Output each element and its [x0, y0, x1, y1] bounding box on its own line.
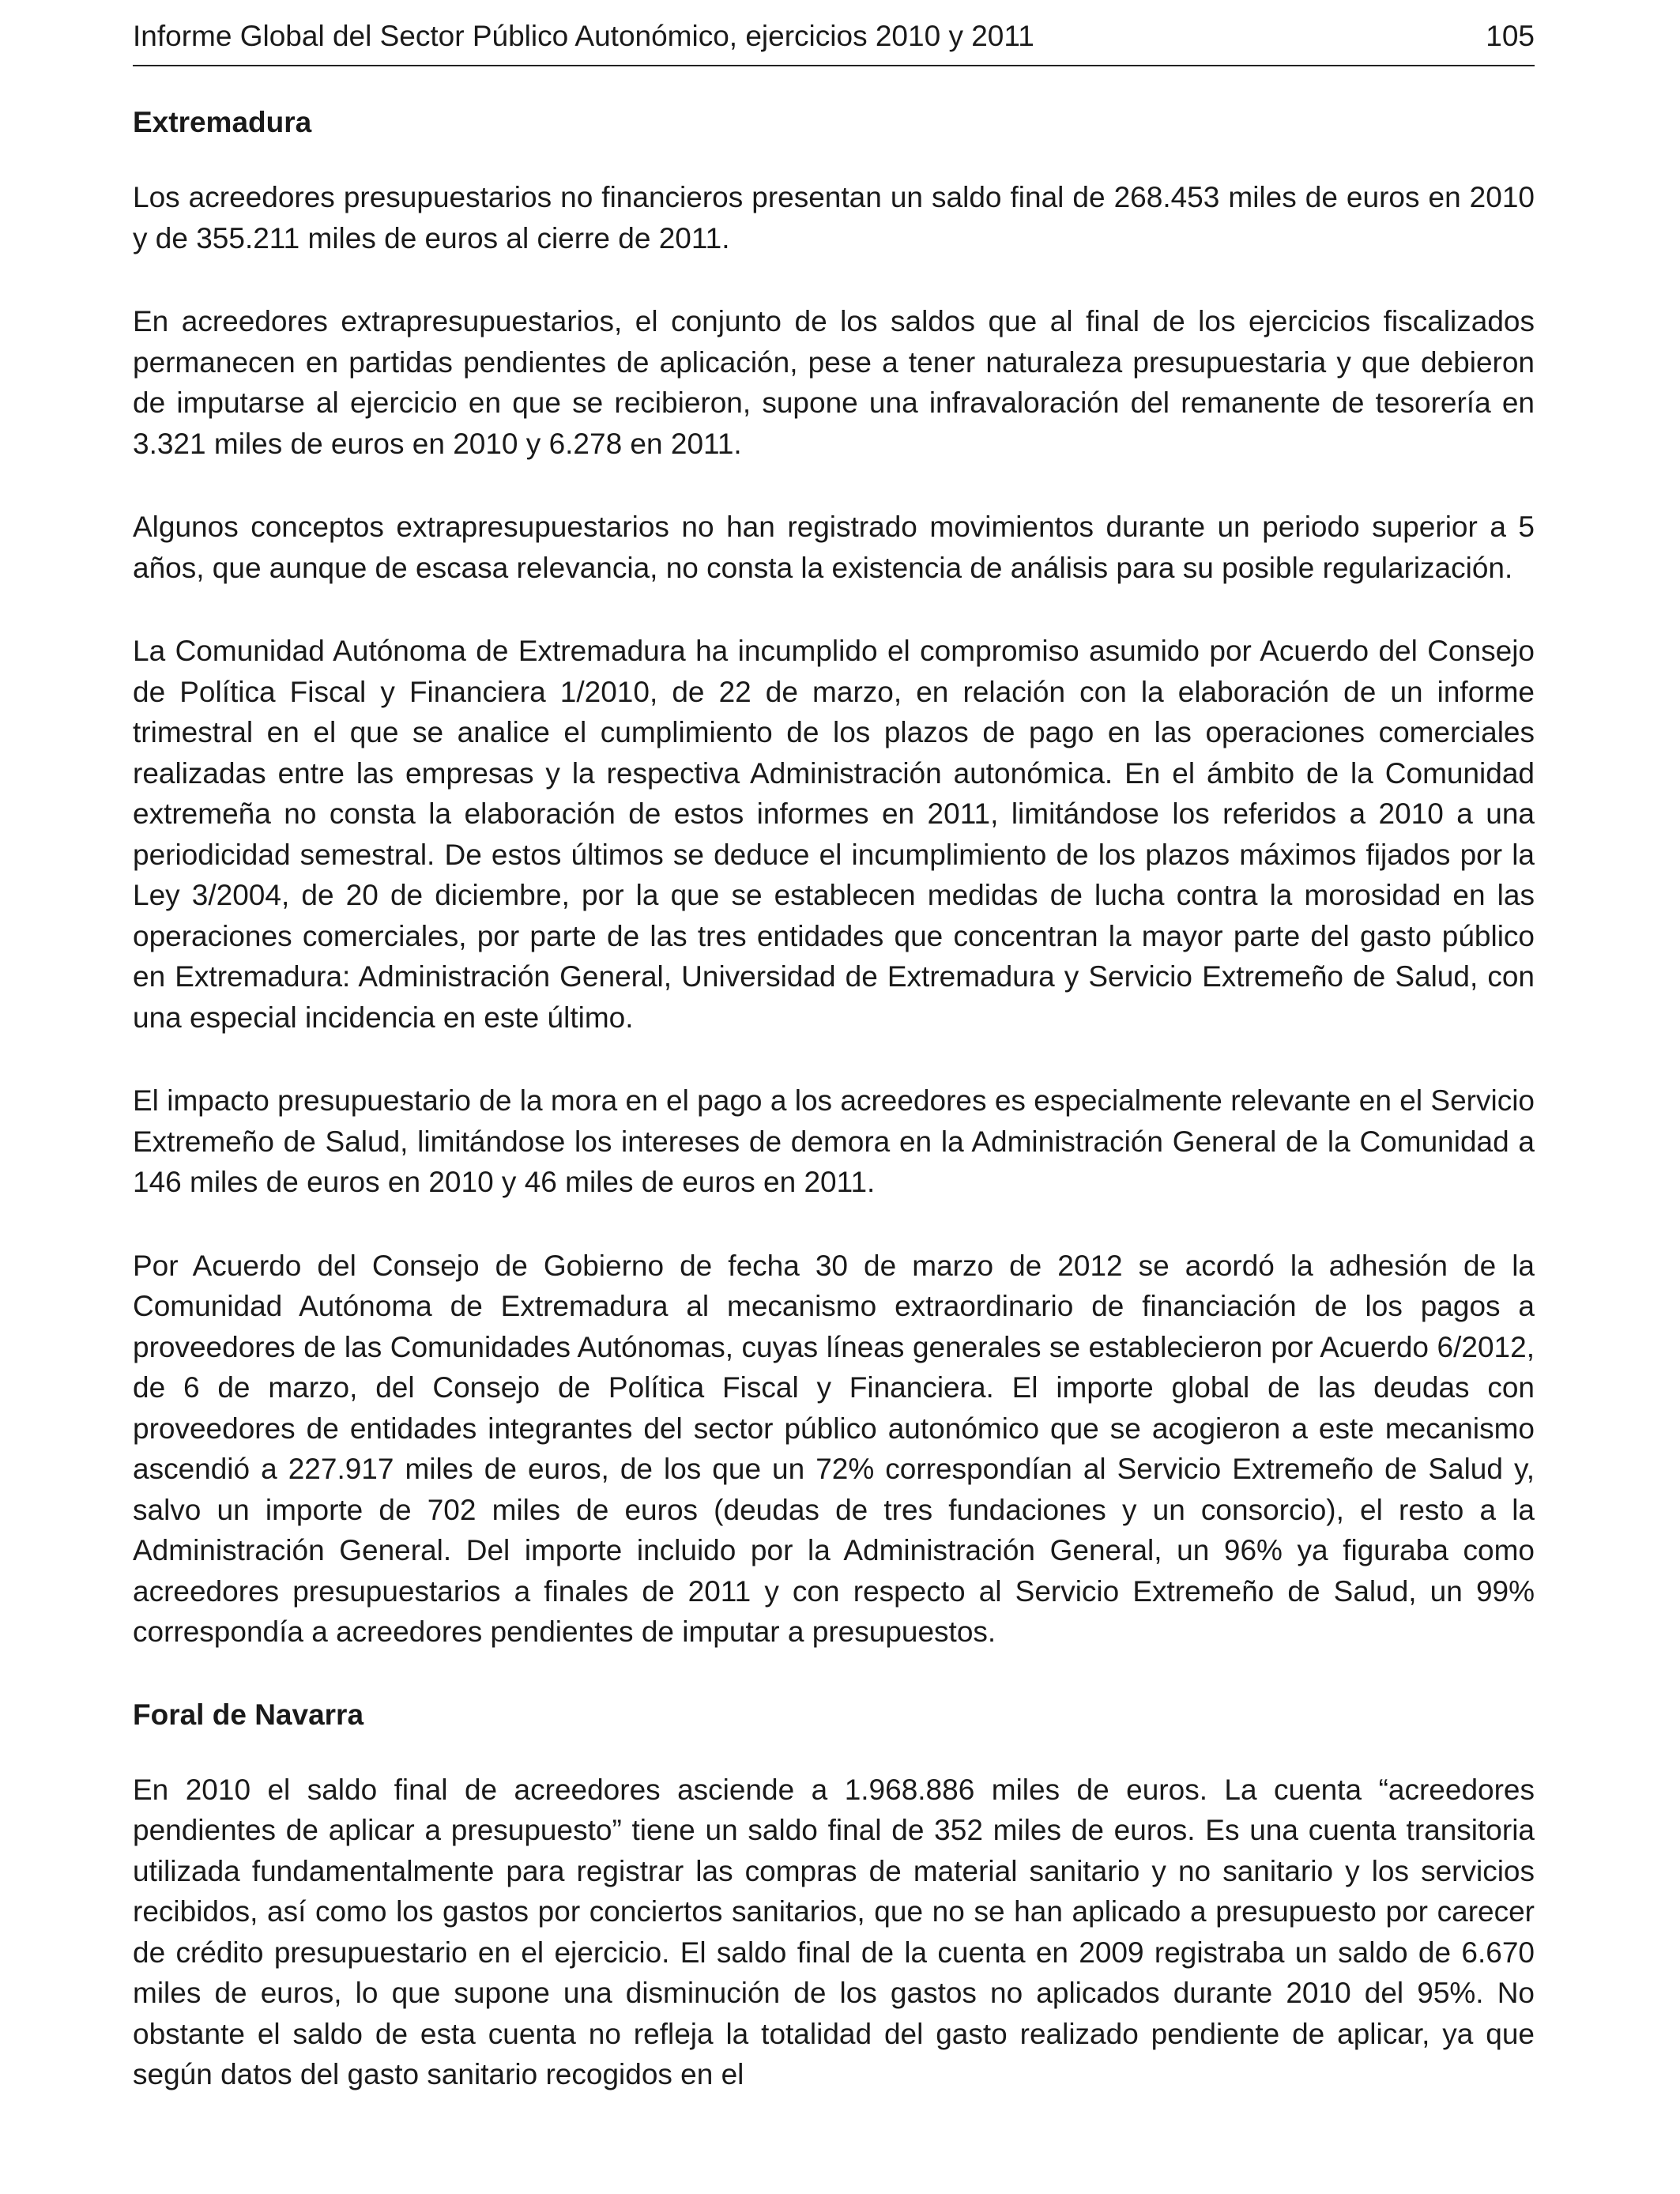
page-number: 105 [1486, 20, 1535, 52]
paragraph: Los acreedores presupuestarios no financieros presentan un saldo final de 268.453 miles de euros en 2010 y de 355.211 miles de euros al cierre de 2011. [133, 181, 1535, 254]
section-extremadura [133, 103, 1535, 1653]
section-heading: Foral de Navarra [133, 1698, 364, 1731]
paragraph: Algunos conceptos extrapresupuestarios no han registrado movimientos durante un periodo superior a 5 años, que aunque de escasa relevancia, no consta la existencia de análisis para su posible regularización. [133, 511, 1535, 584]
paragraph: Por Acuerdo del Consejo de Gobierno de fecha 30 de marzo de 2012 se acordó la adhesión de la Comunidad Autónoma de Extremadura al mecanismo extraordinario de financiación de los pagos a proveedores de las Comunidades Autónomas, cuyas líneas generales se establecieron por Acuerdo 6/2012, de 6 de marzo, del Consejo de Política Fiscal y Financiera. El importe global de las deudas con proveedores de entidades integrantes del sector público autonómico que se acogieron a este mecanismo ascendió a 227.917 miles de euros, de los que un 72% correspondían al Servicio Extremeño de Salud y, salvo un importe de 702 miles de euros (deudas de tres fundaciones y un consorcio), el resto a la Administración General. Del importe incluido por la Administración General, un 96% ya figuraba como acreedores presupuestarios a finales de 2011 y con respecto al Servicio Extremeño de Salud, un 99% correspondía a acreedores pendientes de imputar a presupuestos. [133, 1249, 1535, 1648]
paragraph: El impacto presupuestario de la mora en el pago a los acreedores es especialmente relevante en el Servicio Extremeño de Salud, limitándose los intereses de demora en la Administración General de la Comunidad a 146 miles de euros en 2010 y 46 miles de euros en 2011. [133, 1084, 1535, 1198]
document-page [133, 0, 1535, 2095]
paragraph: En 2010 el saldo final de acreedores asciende a 1.968.886 miles de euros. La cuenta “acreedores pendientes de aplicar a presupuesto” tiene un saldo final de 352 miles de euros. Es una cuenta transitoria utilizada fundamentalmente para registrar las compras de material sanitario y no sanitario y los servicios recibidos, así como los gastos por conciertos sanitarios, que no se han aplicado a presupuesto por carecer de crédito presupuestario en el ejercicio. El saldo final de la cuenta en 2009 registraba un saldo de 6.670 miles de euros, lo que supone una disminución de los gastos no aplicados durante 2010 del 95%. No obstante el saldo de esta cuenta no refleja la totalidad del gasto realizado pendiente de aplicar, ya que según datos del gasto sanitario recogidos en el [133, 1773, 1535, 2090]
section-heading: Extremadura [133, 106, 312, 138]
paragraph: La Comunidad Autónoma de Extremadura ha incumplido el compromiso asumido por Acuerdo del Consejo de Política Fiscal y Financiera 1/2010, de 22 de marzo, en relación con la elaboración de un informe trimestral en el que se analice el cumplimiento de los plazos de pago en las operaciones comerciales realizadas entre las empresas y la respectiva Administración autonómica. En el ámbito de la Comunidad extremeña no consta la elaboración de estos informes en 2011, limitándose los referidos a 2010 a una periodicidad semestral. De estos últimos se deduce el incumplimiento de los plazos máximos fijados por la Ley 3/2004, de 20 de diciembre, por la que se establecen medidas de lucha contra la morosidad en las operaciones comerciales, por parte de las tres entidades que concentran la mayor parte del gasto público en Extremadura: Administración General, Universidad de Extremadura y Servicio Extremeño de Salud, con una especial incidencia en este último. [133, 635, 1535, 1034]
section-foral-de-navarra [133, 1695, 1535, 2095]
paragraph: En acreedores extrapresupuestarios, el conjunto de los saldos que al final de los ejercicios fiscalizados permanecen en partidas pendientes de aplicación, pese a tener naturaleza presupuestaria y que debieron de imputarse al ejercicio en que se recibieron, supone una infravaloración del remanente de tesorería en 3.321 miles de euros en 2010 y 6.278 en 2011. [133, 305, 1535, 460]
running-header [133, 0, 1535, 66]
running-header-title: Informe Global del Sector Público Autonómico, ejercicios 2010 y 2011 [133, 20, 1034, 52]
